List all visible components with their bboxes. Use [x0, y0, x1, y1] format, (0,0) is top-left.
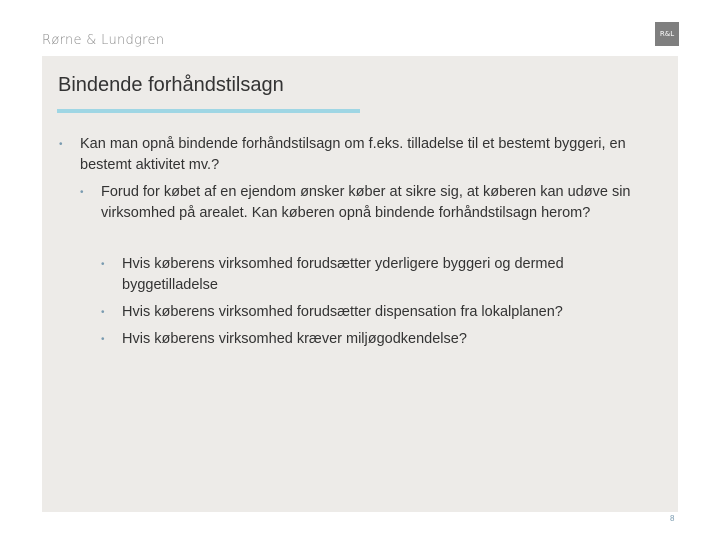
bullet-item	[80, 182, 641, 224]
bullet-dot-icon: •	[101, 307, 105, 318]
logo-mark: R&L	[655, 22, 679, 46]
slide-title: Bindende forhåndstilsagn	[58, 74, 284, 96]
bullet-text: Hvis køberens virksomhed forudsætter yderligere byggeri og dermed byggetilladelse	[122, 256, 564, 293]
bullet-item	[59, 134, 640, 176]
logo: Rørne & Lundgren	[42, 33, 165, 48]
page-number: 8	[670, 514, 675, 523]
bullet-dot-icon: •	[80, 187, 84, 198]
bullet-text: Hvis køberens virksomhed forudsætter dispensation fra lokalplanen?	[122, 304, 563, 320]
bullet-item	[101, 329, 642, 350]
bullet-text: Kan man opnå bindende forhåndstilsagn om f.eks. tilladelse til et bestemt byggeri, en bestemt aktivitet mv.?	[80, 136, 626, 173]
bullet-item	[101, 302, 642, 323]
bullet-dot-icon: •	[59, 139, 63, 150]
bullet-dot-icon: •	[101, 334, 105, 345]
title-underline	[57, 109, 360, 113]
bullet-text: Hvis køberens virksomhed kræver miljøgodkendelse?	[122, 331, 467, 347]
bullet-text: Forud for købet af en ejendom ønsker køber at sikre sig, at køberen kan udøve sin virksomhed på arealet. Kan køberen opnå bindende forhåndstilsagn herom?	[101, 184, 631, 221]
bullet-item	[101, 254, 642, 296]
bullet-dot-icon: •	[101, 259, 105, 270]
